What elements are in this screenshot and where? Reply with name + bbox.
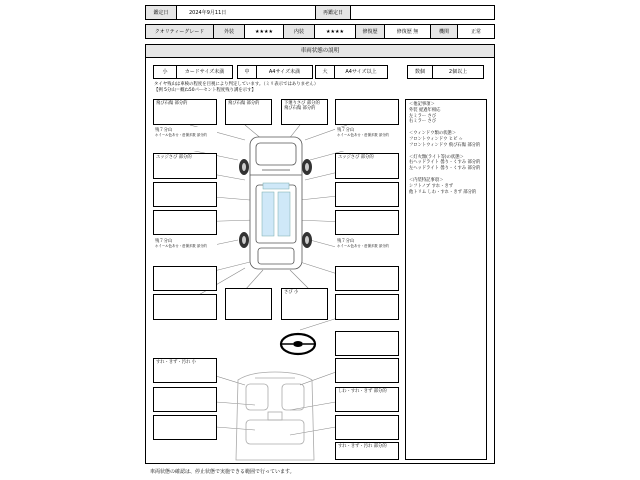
side-heading-interior: ＜内装特記事項＞ bbox=[409, 177, 444, 183]
side-lights-1: 右ヘッドライト 曇り・くすみ 部分的 bbox=[409, 160, 481, 166]
function-label: 機関 bbox=[430, 24, 458, 39]
inspection-date-value: 2024年9月11日 bbox=[176, 5, 316, 20]
note-box-interior-left-2 bbox=[153, 387, 217, 412]
exterior-label: 外装 bbox=[213, 24, 245, 39]
tire-note-line1: タイヤ残山は車検の程度を目視により判定しています。（ミリ表示ではありません） bbox=[154, 82, 319, 87]
repair-history-value: 修復歴 無 bbox=[384, 24, 431, 39]
note-box-front-center bbox=[225, 99, 272, 125]
note-box-rear-center bbox=[281, 288, 328, 320]
tire-note-line2: 【例 5分山＝概ね50パーセント程度残り溝を示す】 bbox=[154, 88, 256, 93]
tire-front-right-line2: ホイール色あせ・虚傷多数 部分的 bbox=[337, 133, 389, 138]
note-box-interior-right-1 bbox=[335, 331, 399, 356]
tire-front-right-note bbox=[335, 127, 399, 151]
note-box-left-5 bbox=[153, 210, 217, 235]
note-box-left-4 bbox=[153, 182, 217, 207]
note-box-right-edge bbox=[335, 153, 399, 179]
note-front-right-line1: 下廻りさび 部分的 bbox=[284, 101, 320, 106]
note-box-front-right bbox=[281, 99, 328, 125]
side-heading-glass: ＜ウィンドウ類の状態＞ bbox=[409, 131, 457, 137]
note-interior-left-top-text: すれ・きず・汚れ 小 bbox=[156, 360, 197, 365]
note-right-edge-text: エッジさび 部分的 bbox=[338, 155, 374, 160]
note-box-right-4 bbox=[335, 182, 399, 207]
size-large-label: 大 bbox=[315, 65, 335, 79]
side-glass-1: フロントウィンドウ ヒビ ☆ bbox=[409, 136, 463, 142]
tire-front-right-line1: 残７分山 bbox=[337, 128, 355, 133]
note-rear-center-text: さび 小 bbox=[284, 290, 299, 295]
side-lights-2: 左ヘッドライト 曇り・くすみ 部分的 bbox=[409, 166, 481, 172]
side-notes-panel bbox=[405, 99, 487, 460]
interior-label: 内装 bbox=[283, 24, 315, 39]
note-box-right-8 bbox=[335, 294, 399, 320]
tire-rear-left-note bbox=[153, 238, 217, 262]
tire-rear-left-line2: ホイール色あせ・虚傷多数 部分的 bbox=[155, 244, 207, 249]
note-box-interior-right-2 bbox=[335, 358, 399, 383]
note-box-right-5 bbox=[335, 210, 399, 235]
size-small-value: カードサイズ未満 bbox=[176, 65, 233, 79]
note-interior-right-mid-text: しわ・すれ・きず 部分的 bbox=[338, 389, 387, 394]
side-interior-1: シフトノブ すれ・きず bbox=[409, 183, 454, 189]
exterior-value: ★★★★ bbox=[244, 24, 284, 39]
note-front-center-text: 飛び石傷 部分的 bbox=[228, 101, 260, 106]
size-count-label: 数個 bbox=[407, 65, 433, 79]
side-glass-2: フロントウィンドウ 飛び石傷 部分的 bbox=[409, 142, 481, 148]
quality-grade-label: クオリティーグレード bbox=[145, 24, 214, 39]
section-title: 車両状態の説明 bbox=[145, 44, 495, 58]
note-box-right-top bbox=[335, 99, 399, 125]
tire-rear-right-line1: 残７分山 bbox=[337, 239, 355, 244]
tire-rear-left-line1: 残７分山 bbox=[155, 239, 173, 244]
note-box-interior-right-3 bbox=[335, 387, 399, 412]
note-box-interior-right-4 bbox=[335, 415, 399, 440]
note-box-interior-left-3 bbox=[153, 415, 217, 440]
tire-rear-right-line2: ホイール色あせ・虚傷多数 部分的 bbox=[337, 244, 389, 249]
note-front-left-text: 飛び石傷 部分的 bbox=[156, 101, 188, 106]
function-value: 正常 bbox=[457, 24, 495, 39]
side-heading-other: ＜他記事項＞ bbox=[409, 102, 435, 107]
note-box-left-8 bbox=[153, 294, 217, 320]
steering-wheel-icon bbox=[281, 334, 315, 354]
note-box-rear-left bbox=[225, 288, 272, 320]
note-box-front-left bbox=[153, 99, 217, 125]
note-box-right-7 bbox=[335, 266, 399, 291]
size-count-value: 2個以上 bbox=[432, 65, 484, 79]
tire-front-left-line1: 残７分山 bbox=[155, 128, 173, 133]
reinspection-date-label: 再鑑定日 bbox=[315, 5, 351, 20]
side-interior-2: 他トリム しわ・すれ・きず 部分的 bbox=[409, 189, 477, 195]
note-box-left-7 bbox=[153, 266, 217, 291]
repair-history-label: 修復歴 bbox=[355, 24, 385, 39]
side-other-3: 右ミラー さび bbox=[409, 119, 437, 125]
note-box-interior-left-1 bbox=[153, 358, 217, 383]
tire-front-left-line2: ホイール色あせ・虚傷多数 部分的 bbox=[155, 133, 207, 138]
size-medium-label: 中 bbox=[237, 65, 257, 79]
tire-front-left-note bbox=[153, 127, 217, 151]
side-other-1: 外装 経過年相応 bbox=[409, 107, 441, 113]
note-front-right-line2: 飛び石傷 部分的 bbox=[284, 106, 316, 112]
note-box-interior-right-5 bbox=[335, 442, 399, 460]
tire-rear-right-note bbox=[335, 238, 399, 262]
side-heading-lights: ＜灯火類(ライト等)の状態＞ bbox=[409, 154, 464, 160]
interior-value: ★★★★ bbox=[314, 24, 356, 39]
size-large-value: A4サイズ以上 bbox=[334, 65, 388, 79]
note-interior-right-bottom-text: すれ・きず・汚れ 部分的 bbox=[338, 444, 387, 449]
note-box-left-edge bbox=[153, 153, 217, 179]
inspection-date-label: 鑑定日 bbox=[145, 5, 177, 20]
footer-note: 車両状態の確認は、停止状態で実施できる範囲で行っています。 bbox=[150, 469, 295, 475]
size-small-label: 小 bbox=[153, 65, 177, 79]
size-medium-value: A4サイズ未満 bbox=[256, 65, 313, 79]
note-left-edge-text: エッジさび 部分的 bbox=[156, 155, 192, 160]
side-other-2: 左ミラー さび bbox=[409, 113, 437, 119]
